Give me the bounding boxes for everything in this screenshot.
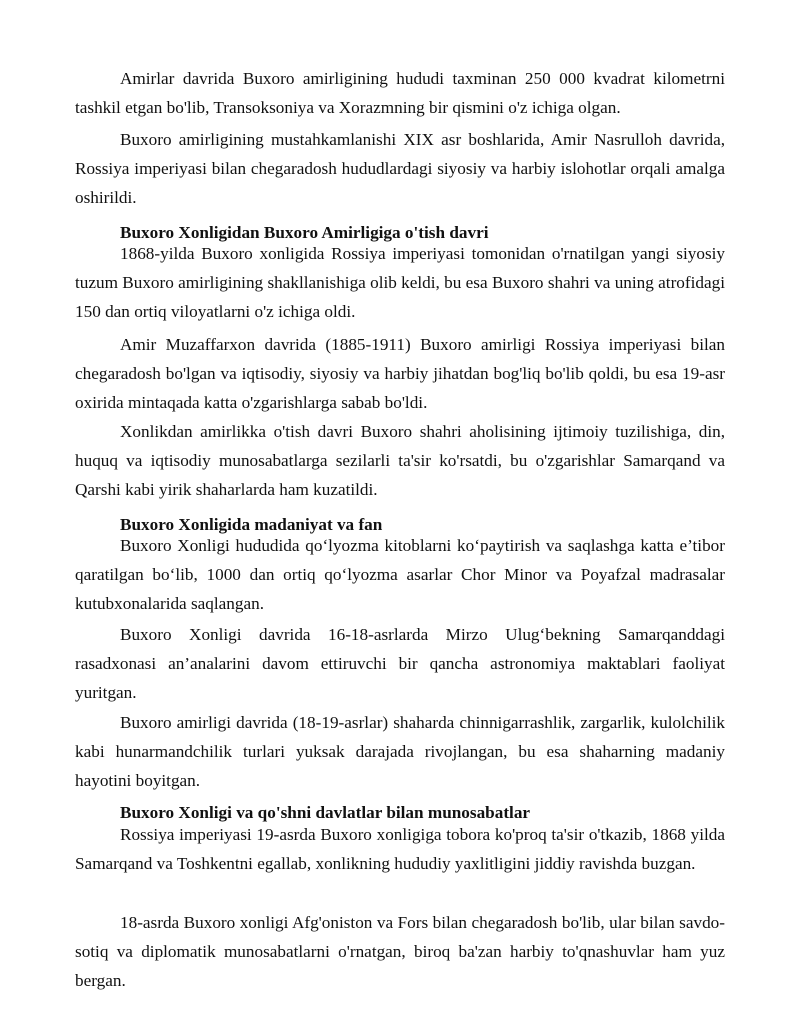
paragraph-russia: Rossiya imperiyasi 19-asrda Buxoro xonligiga tobora ko'proq ta'sir o'tkazib, 1868 yilda Samarqand va Toshkentni egallab, xonlikning hududiy yaxlitligini jiddiy ravishda buzgan. <box>75 825 725 873</box>
heading-transition: Buxoro Xonligidan Buxoro Amirligiga o'tish davri <box>120 223 489 242</box>
paragraph-khanate-to-emirate: Xonlikdan amirlikka o'tish davri Buxoro shahri aholisining ijtimoiy tuzilishiga, din, huquq va iqtisodiy munosabatlarga sezilarli ta'sir ko'rsatdi, bu o'zgarishlar Samarqand va Qarshi kabi yirik shaharlarda ham kuzatildi. <box>75 422 725 499</box>
heading-culture: Buxoro Xonligida madaniyat va fan <box>120 515 383 534</box>
paragraph-territory: Amirlar davrida Buxoro amirligining hududi taxminan 250 000 kvadrat kilometrni tashkil etgan bo'lib, Transoksoniya va Xorazmning bir qismini o'z ichiga olgan. <box>75 69 725 117</box>
paragraph-muzaffarxon: Amir Muzaffarxon davrida (1885-1911) Buxoro amirligi Rossiya imperiyasi bilan chegaradosh bo'lgan va iqtisodiy, siyosiy va harbiy jihatdan bog'liq bo'lib qoldi, bu esa 19-asr oxirida mintaqada katta o'zgarishlarga sabab bo'ldi. <box>75 335 725 412</box>
paragraph-afghanistan-persia: 18-asrda Buxoro xonligi Afg'oniston va Fors bilan chegaradosh bo'lib, ular bilan savdo-sotiq va diplomatik munosabatlarni o'rnatgan, biroq ba'zan harbiy to'qnashuvlar ham yuz bergan. <box>75 913 725 990</box>
paragraph-astronomy: Buxoro Xonligi davrida 16-18-asrlarda Mirzo Ulug‘bekning Samarqanddagi rasadxonasi an’analarini davom ettiruvchi bir qancha astronomiya maktablari faoliyat yuritgan. <box>75 625 725 702</box>
paragraph-1868: 1868-yilda Buxoro xonligida Rossiya imperiyasi tomonidan o'rnatilgan yangi siyosiy tuzum Buxoro amirligining shakllanishiga olib keldi, bu esa Buxoro shahri va uning atrofidagi 150 dan ortiq viloyatlarni o'z ichiga oldi. <box>75 244 725 321</box>
paragraph-crafts: Buxoro amirligi davrida (18-19-asrlar) shaharda chinnigarrashlik, zargarlik, kulolchilik kabi hunarmandchilik turlari yuksak darajada rivojlangan, bu esa shaharning madaniy hayotini boyitgan. <box>75 713 725 790</box>
heading-neighbors: Buxoro Xonligi va qo'shni davlatlar bilan munosabatlar <box>120 803 531 822</box>
paragraph-consolidation: Buxoro amirligining mustahkamlanishi XIX asr boshlarida, Amir Nasrulloh davrida, Rossiya imperiyasi bilan chegaradosh hududlardagi siyosiy va harbiy islohotlar orqali amalga oshirildi. <box>75 130 725 207</box>
paragraph-manuscripts: Buxoro Xonligi hududida qo‘lyozma kitoblarni ko‘paytirish va saqlashga katta e’tibor qaratilgan bo‘lib, 1000 dan ortiq qo‘lyozma asarlar Chor Minor va Poyafzal madrasalar kutubxonalarida saqlangan. <box>75 536 725 613</box>
